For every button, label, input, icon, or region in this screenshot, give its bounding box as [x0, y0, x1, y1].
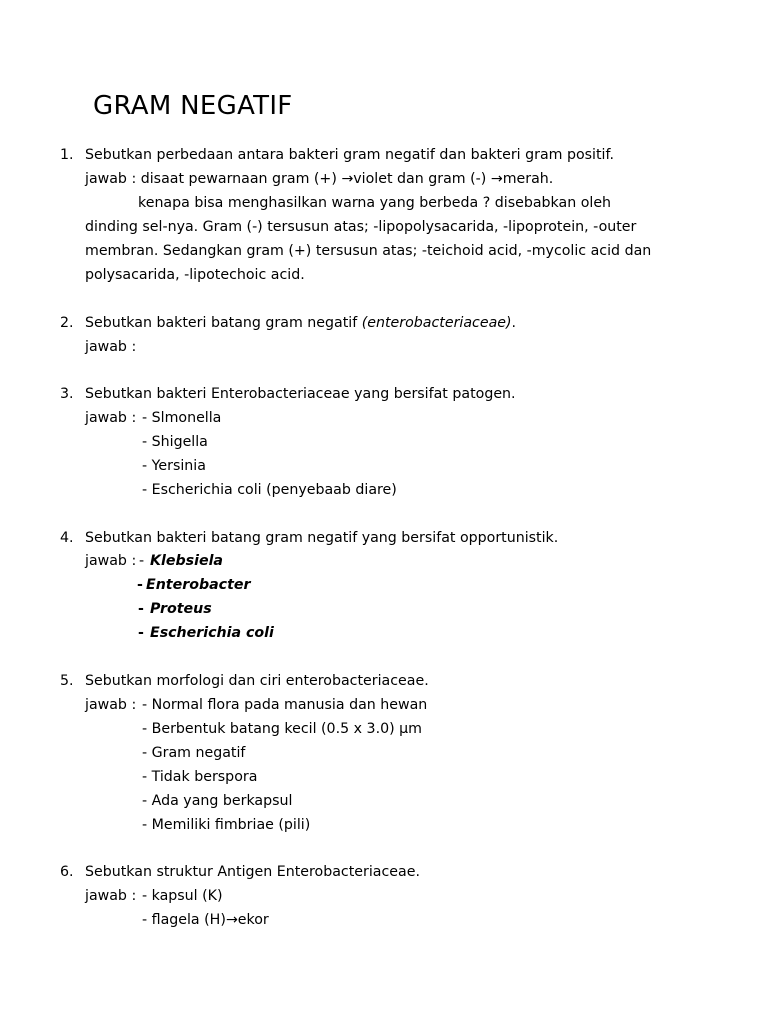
- q1-answer-text-a: jawab : disaat pewarnaan gram (+): [85, 171, 342, 187]
- list-item: - kapsul (K): [142, 888, 223, 904]
- dash: -: [138, 601, 144, 617]
- q3-answer-label: jawab :: [85, 410, 137, 426]
- q2-question-text: Sebutkan bakteri batang gram negatif: [85, 315, 362, 331]
- q6-question: Sebutkan struktur Antigen Enterobacteriaceae.: [85, 864, 420, 880]
- q1-number: 1.: [60, 147, 74, 163]
- list-item: - Ada yang berkapsul: [142, 793, 293, 809]
- q1-answer-line5: polysacarida, -lipotechoic acid.: [85, 267, 305, 283]
- dash: -: [138, 625, 144, 641]
- list-item: - Berbentuk batang kecil (0.5 x 3.0) µm: [142, 721, 422, 737]
- arrow-icon: →: [341, 171, 354, 187]
- list-item: - Memiliki fimbriae (pili): [142, 817, 311, 833]
- arrow-icon: →: [225, 912, 238, 928]
- list-item: - Tidak berspora: [142, 769, 258, 785]
- q1-answer-text-c: merah.: [502, 171, 554, 187]
- q2-question-italic: (enterobacteriaceae): [361, 315, 512, 331]
- list-item: - Escherichia coli (penyebaab diare): [142, 482, 397, 498]
- list-item-text: ekor: [237, 912, 269, 928]
- q1-answer-line1: [85, 170, 553, 188]
- list-item-text: - flagela (H): [142, 912, 226, 928]
- list-item: - Slmonella: [142, 410, 222, 426]
- page-title: GRAM NEGATIF: [93, 91, 293, 121]
- q3-number: 3.: [60, 386, 74, 402]
- q2-answer: jawab :: [85, 339, 137, 355]
- q5-answer-label: jawab :: [85, 697, 137, 713]
- list-item: [142, 911, 269, 929]
- list-item: Escherichia coli: [150, 625, 274, 641]
- q1-answer-line2: kenapa bisa menghasilkan warna yang berbeda ? disebabkan oleh: [138, 195, 612, 211]
- list-item: - Gram negatif: [142, 745, 246, 761]
- q2-number: 2.: [60, 315, 74, 331]
- q5-question: Sebutkan morfologi dan ciri enterobacteriaceae.: [85, 673, 429, 689]
- q4-number: 4.: [60, 530, 74, 546]
- q1-question: Sebutkan perbedaan antara bakteri gram negatif dan bakteri gram positif.: [85, 147, 614, 163]
- list-item: - Shigella: [142, 434, 208, 450]
- dash: -: [137, 577, 143, 593]
- q2-question: [85, 314, 516, 332]
- q6-answer-label: jawab :: [85, 888, 137, 904]
- q2-question-end: .: [511, 315, 517, 331]
- q1-answer-line4: membran. Sedangkan gram (+) tersusun atas; -teichoid acid, -mycolic acid dan: [85, 243, 652, 259]
- list-item: - Normal flora pada manusia dan hewan: [142, 697, 428, 713]
- q5-number: 5.: [60, 673, 74, 689]
- q1-answer-line3: dinding sel-nya. Gram (-) tersusun atas; -lipopolysacarida, -lipoprotein, -outer: [85, 219, 637, 235]
- q4-question: Sebutkan bakteri batang gram negatif yang bersifat opportunistik.: [85, 530, 559, 546]
- list-item: Klebsiela: [150, 553, 224, 569]
- q4-answer-label: jawab :: [85, 553, 137, 569]
- list-item: - Yersinia: [142, 458, 206, 474]
- q1-answer-text-b: violet dan gram (-): [353, 171, 491, 187]
- arrow-icon: →: [490, 171, 503, 187]
- list-item: Proteus: [150, 601, 212, 617]
- q3-question: Sebutkan bakteri Enterobacteriaceae yang bersifat patogen.: [85, 386, 516, 402]
- q6-number: 6.: [60, 864, 74, 880]
- dash: -: [139, 553, 145, 569]
- list-item: Enterobacter: [146, 577, 251, 593]
